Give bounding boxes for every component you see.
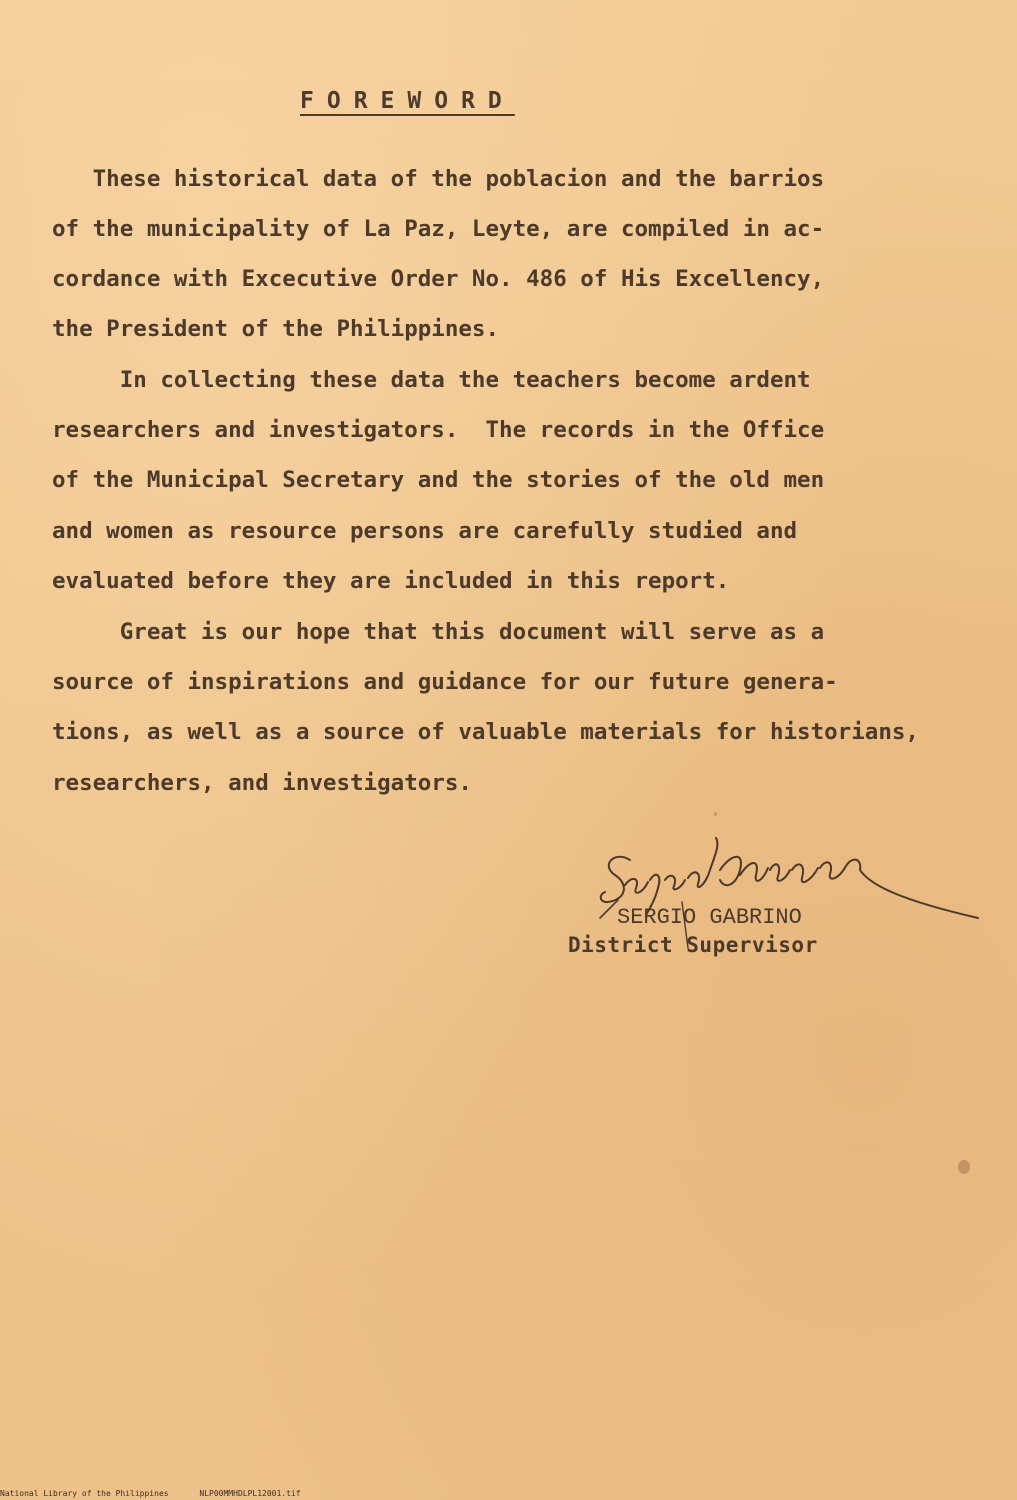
paper-speck	[714, 812, 717, 816]
paragraph-3-line-1: Great is our hope that this document will serve as a	[52, 619, 825, 645]
paragraph-3-line-2: source of inspirations and guidance for our future genera-	[52, 669, 838, 695]
paragraph-2-line-5: evaluated before they are included in this report.	[52, 568, 730, 594]
document-title: FOREWORD	[300, 88, 515, 114]
paragraph-2-line-2: researchers and investigators. The records in the Office	[52, 417, 825, 443]
paragraph-2-line-1: In collecting these data the teachers become ardent	[52, 367, 811, 393]
paragraph-2-line-3: of the Municipal Secretary and the stories of the old men	[52, 467, 825, 493]
footer-source: National Library of the Philippines	[0, 1489, 169, 1498]
paragraph-1-line-4: the President of the Philippines.	[52, 316, 500, 342]
paragraph-1-line-3: cordance with Excecutive Order No. 486 of His Excellency,	[52, 266, 825, 292]
footer-filename: NLP00MMHDLPL12001.tif	[199, 1489, 301, 1498]
paragraph-1-line-2: of the municipality of La Paz, Leyte, are compiled in ac-	[52, 216, 825, 242]
paragraph-3-line-4: researchers, and investigators.	[52, 770, 472, 796]
paragraph-1-line-1: These historical data of the poblacion and the barrios	[52, 166, 825, 192]
scan-footer	[0, 1489, 327, 1498]
paragraph-2-line-4: and women as resource persons are carefully studied and	[52, 518, 798, 544]
paper-stain	[958, 1160, 970, 1174]
signatory-name: SERGIO GABRINO	[617, 905, 802, 930]
signatory-position: District Supervisor	[568, 933, 818, 957]
paragraph-3-line-3: tions, as well as a source of valuable materials for historians,	[52, 719, 919, 745]
